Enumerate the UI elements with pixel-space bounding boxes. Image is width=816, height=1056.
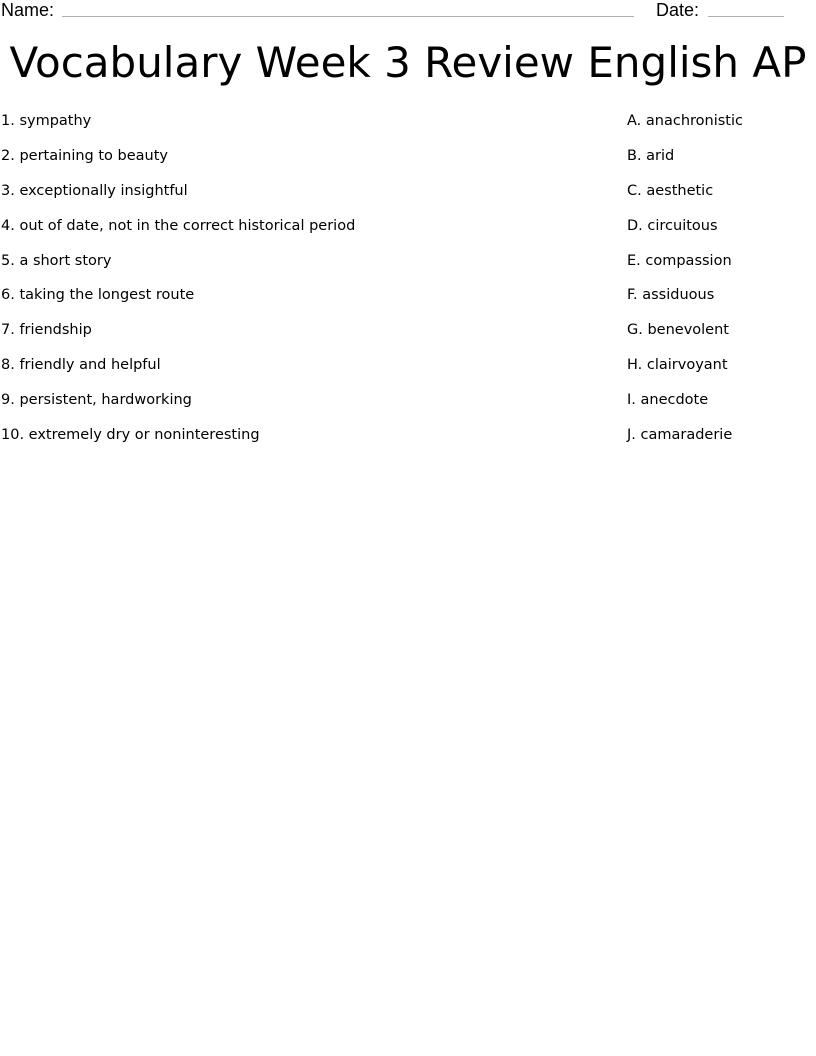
answer-item: B. arid xyxy=(627,147,675,164)
name-label: Name: xyxy=(1,0,55,20)
worksheet-header xyxy=(0,0,816,22)
date-label: Date: xyxy=(656,0,700,20)
answer-item: C. aesthetic xyxy=(627,182,714,199)
answer-item: A. anachronistic xyxy=(627,113,743,129)
clue-item: 4. out of date, not in the correct historical period xyxy=(1,217,356,234)
answer-list xyxy=(627,111,807,460)
answer-item: G. benevolent xyxy=(627,322,729,339)
clue-item: 5. a short story xyxy=(1,252,112,269)
clue-item: 1. sympathy xyxy=(1,113,92,129)
clue-list xyxy=(1,111,601,460)
page-title: Vocabulary Week 3 Review English AP xyxy=(9,38,807,87)
answer-item: F. assiduous xyxy=(627,287,715,304)
clue-item: 6. taking the longest route xyxy=(1,287,195,304)
answer-item: H. clairvoyant xyxy=(627,357,728,374)
clue-item: 8. friendly and helpful xyxy=(1,357,161,374)
answer-item: J. camaraderie xyxy=(627,427,733,444)
clue-item: 7. friendship xyxy=(1,322,92,339)
date-blank-line xyxy=(708,16,784,17)
answer-item: I. anecdote xyxy=(627,392,709,409)
clue-item: 2. pertaining to beauty xyxy=(1,147,168,164)
answer-item: D. circuitous xyxy=(627,217,718,234)
clue-item: 9. persistent, hardworking xyxy=(1,392,192,409)
answer-item: E. compassion xyxy=(627,252,732,269)
clue-item: 3. exceptionally insightful xyxy=(1,182,188,199)
name-blank-line xyxy=(62,16,634,17)
clue-item: 10. extremely dry or noninteresting xyxy=(1,427,260,444)
